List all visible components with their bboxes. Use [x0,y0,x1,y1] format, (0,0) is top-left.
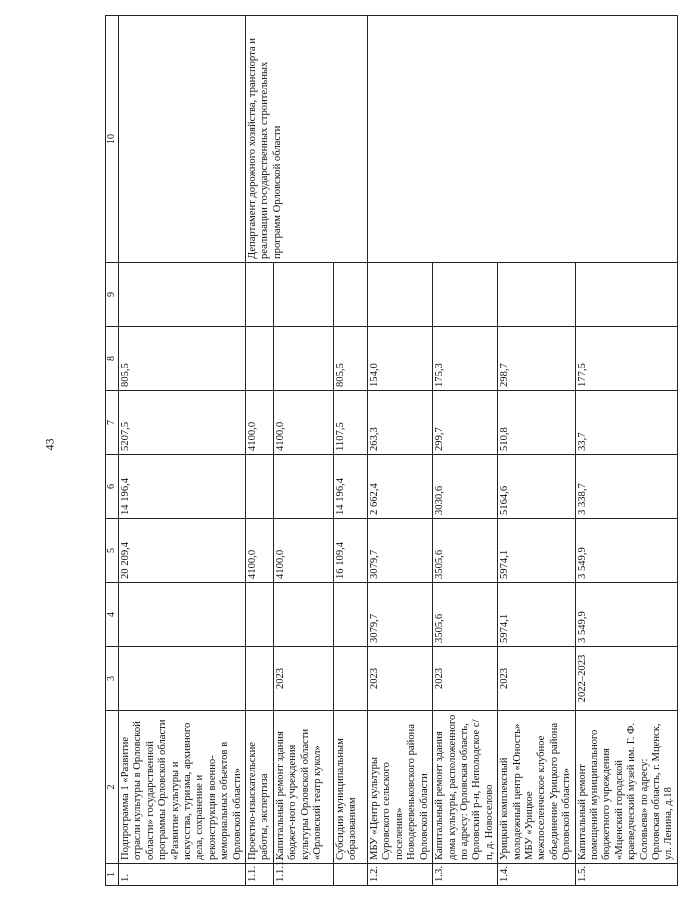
row-value: 3505,6 [433,583,498,647]
header-cell: 4 [106,583,119,647]
row-value [274,327,334,391]
row-responsible-empty [368,16,678,263]
header-cell: 1 [106,864,119,886]
header-cell: 8 [106,327,119,391]
row-value: 4100,0 [274,391,334,455]
row-value [246,327,274,391]
header-cell: 10 [106,16,119,263]
row-number: 1.2. [368,864,433,886]
row-year: 2023 [368,647,433,711]
row-name: Субсидии муниципальным образованиям [334,711,368,864]
row-value: 5974,1 [498,519,575,583]
row-value: 5164,6 [498,455,575,519]
row-value: 805,5 [119,327,246,391]
row-value [368,263,433,327]
header-cell: 7 [106,391,119,455]
row-value: 3 338,7 [575,455,677,519]
row-number: 1. [119,864,246,886]
row-value [575,263,677,327]
row-number: 1.1. [246,864,274,886]
row-value [274,583,334,647]
table-row [119,16,246,886]
row-value: 263,3 [368,391,433,455]
row-value: 4100,0 [246,519,274,583]
row-value: 33,7 [575,391,677,455]
header-cell: 9 [106,263,119,327]
page-number: 43 [42,438,57,451]
row-year [246,647,274,711]
row-responsible [119,16,246,263]
row-year: 2023 [498,647,575,711]
row-value [334,263,368,327]
row-value [246,455,274,519]
row-value [433,263,498,327]
row-responsible: Департамент дорожного хозяйства, транспорта и реализации государственных строительных программ Орловской области [246,16,368,263]
row-value: 298,7 [498,327,575,391]
row-value: 14 196,4 [334,455,368,519]
row-year: 2023 [274,647,334,711]
budget-table [105,15,678,886]
row-value [119,263,246,327]
row-year [119,647,246,711]
row-value: 4100,0 [274,519,334,583]
row-value: 14 196,4 [119,455,246,519]
row-value: 3 549,9 [575,583,677,647]
row-value [246,583,274,647]
row-value [498,263,575,327]
row-year [334,647,368,711]
row-name: Урицкий комплексный молодежный центр «Юность» МБУ «Урицкое межпоселенческое клубное объединение Урицкого района Орловской области» [498,711,575,864]
row-value: 3030,6 [433,455,498,519]
row-year: 2023 [433,647,498,711]
row-value: 2 662,4 [368,455,433,519]
row-name: Капитальный ремонт здания дома культуры, расположенного по адресу: Орловская область, Орловский р-н, Неполодское с/п, д. Новоселово [433,711,498,864]
row-value [274,263,334,327]
row-value: 3079,7 [368,583,433,647]
row-value: 3505,6 [433,519,498,583]
row-value [119,583,246,647]
row-value: 16 109,4 [334,519,368,583]
row-name: Проектно-изыскательские работы, экспертиза [246,711,274,864]
table-row [368,16,433,886]
row-value: 154,0 [368,327,433,391]
table-row [246,16,274,886]
row-number: 1.1.1. [274,864,334,886]
header-cell: 5 [106,519,119,583]
row-value: 510,8 [498,391,575,455]
row-value: 3 549,9 [575,519,677,583]
header-cell: 2 [106,711,119,864]
row-year: 2022–2023 [575,647,677,711]
budget-table-sheet [105,16,675,886]
row-value: 805,5 [334,327,368,391]
row-value: 5207,5 [119,391,246,455]
row-number: 1.3. [433,864,498,886]
row-value: 4100,0 [246,391,274,455]
row-value: 177,5 [575,327,677,391]
row-value: 5974,1 [498,583,575,647]
row-number: 1.5. [575,864,677,886]
row-name: Капитальный ремонт помещений муниципального бюджетного учреждения «Мценский городской краеведческий музей им. Г. Ф. Соловьева» по адресу: Орловская область, г. Мценск, ул. Ленина, д.18 [575,711,677,864]
row-value: 175,3 [433,327,498,391]
header-cell: 3 [106,647,119,711]
row-value [274,455,334,519]
row-value [246,263,274,327]
row-value: 20 209,4 [119,519,246,583]
row-value: 3079,7 [368,519,433,583]
row-value: 299,7 [433,391,498,455]
header-row [106,16,119,886]
row-value: 1107,5 [334,391,368,455]
row-value [334,583,368,647]
row-name: МБУ «Центр культуры Суровского сельского поселения» Новодеревеньковского района Орловской области [368,711,433,864]
row-number [334,864,368,886]
row-name: Подпрограмма 1 «Развитие отрасли культуры в Орловской области» государственной программы Орловской области «Развитие культуры и искусства, туризма, архивного дела, сохранение и реконструкция военно-мемориальных объектов в Орловской области» [119,711,246,864]
header-cell: 6 [106,455,119,519]
row-number: 1.4. [498,864,575,886]
row-name: Капитальный ремонт здания бюджет-ного учреждения культуры Орловской области «Орловский театр кукол» [274,711,334,864]
